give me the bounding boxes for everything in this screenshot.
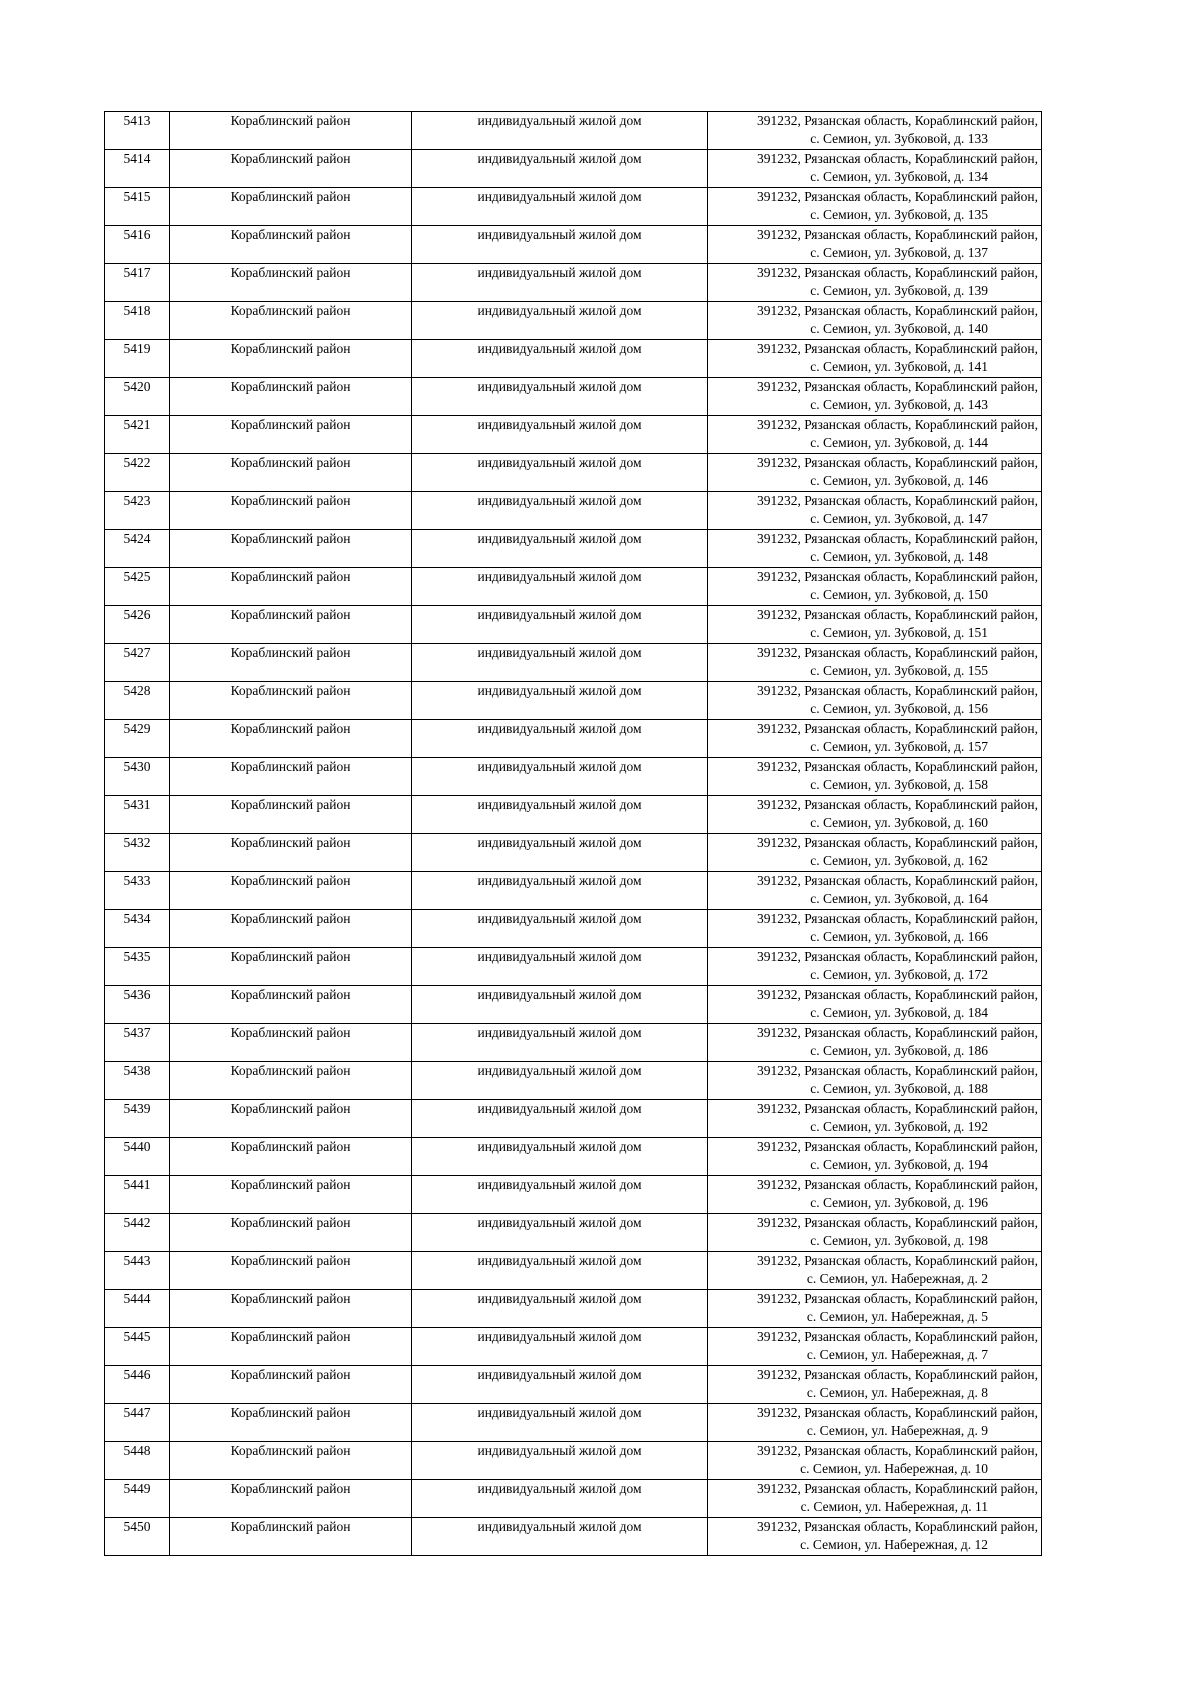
- row-number-cell: 5446: [105, 1366, 170, 1404]
- object-type-cell: индивидуальный жилой дом: [412, 568, 708, 606]
- address-cell: [708, 340, 1042, 378]
- address-line-1: 391232, Рязанская область, Кораблинский район,: [757, 645, 1038, 660]
- district-cell: Кораблинский район: [170, 454, 412, 492]
- address-cell: [708, 1290, 1042, 1328]
- row-number-cell: 5436: [105, 986, 170, 1024]
- district-cell: Кораблинский район: [170, 492, 412, 530]
- district-cell: Кораблинский район: [170, 1290, 412, 1328]
- address-cell: [708, 1404, 1042, 1442]
- table-row: [105, 1024, 1042, 1062]
- row-number-cell: 5413: [105, 112, 170, 150]
- object-type-cell: индивидуальный жилой дом: [412, 796, 708, 834]
- address-line-2: с. Семион, ул. Зубковой, д. 194: [810, 1157, 988, 1172]
- district-cell: Кораблинский район: [170, 264, 412, 302]
- address-cell: [708, 378, 1042, 416]
- address-cell: [708, 416, 1042, 454]
- address-line-2: с. Семион, ул. Зубковой, д. 188: [810, 1081, 988, 1096]
- row-number-cell: 5443: [105, 1252, 170, 1290]
- object-type-cell: индивидуальный жилой дом: [412, 682, 708, 720]
- row-number-cell: 5447: [105, 1404, 170, 1442]
- table-row: [105, 1404, 1042, 1442]
- row-number-cell: 5439: [105, 1100, 170, 1138]
- address-line-2: с. Семион, ул. Набережная, д. 5: [806, 1309, 988, 1324]
- address-line-2: с. Семион, ул. Зубковой, д. 147: [810, 511, 988, 526]
- row-number-cell: 5430: [105, 758, 170, 796]
- object-type-cell: индивидуальный жилой дом: [412, 150, 708, 188]
- address-cell: [708, 986, 1042, 1024]
- table-row: [105, 758, 1042, 796]
- table-row: [105, 1138, 1042, 1176]
- address-cell: [708, 302, 1042, 340]
- table-row: [105, 1100, 1042, 1138]
- district-cell: Кораблинский район: [170, 150, 412, 188]
- object-type-cell: индивидуальный жилой дом: [412, 302, 708, 340]
- table-row: [105, 1442, 1042, 1480]
- object-type-cell: индивидуальный жилой дом: [412, 1138, 708, 1176]
- address-line-2: с. Семион, ул. Зубковой, д. 140: [810, 321, 988, 336]
- address-line-2: с. Семион, ул. Зубковой, д. 164: [810, 891, 988, 906]
- address-cell: [708, 150, 1042, 188]
- address-cell: [708, 872, 1042, 910]
- table-row: [105, 454, 1042, 492]
- district-cell: Кораблинский район: [170, 1100, 412, 1138]
- object-type-cell: индивидуальный жилой дом: [412, 1366, 708, 1404]
- district-cell: Кораблинский район: [170, 872, 412, 910]
- address-line-2: с. Семион, ул. Зубковой, д. 198: [810, 1233, 988, 1248]
- address-line-1: 391232, Рязанская область, Кораблинский район,: [757, 873, 1038, 888]
- address-line-1: 391232, Рязанская область, Кораблинский район,: [757, 1253, 1038, 1268]
- object-type-cell: индивидуальный жилой дом: [412, 606, 708, 644]
- row-number-cell: 5431: [105, 796, 170, 834]
- district-cell: Кораблинский район: [170, 1328, 412, 1366]
- address-line-1: 391232, Рязанская область, Кораблинский район,: [757, 1291, 1038, 1306]
- address-line-1: 391232, Рязанская область, Кораблинский район,: [757, 227, 1038, 242]
- object-type-cell: индивидуальный жилой дом: [412, 986, 708, 1024]
- table-row: [105, 492, 1042, 530]
- district-cell: Кораблинский район: [170, 1442, 412, 1480]
- table-row: [105, 226, 1042, 264]
- table-row: [105, 796, 1042, 834]
- row-number-cell: 5426: [105, 606, 170, 644]
- table-row: [105, 720, 1042, 758]
- district-cell: Кораблинский район: [170, 1404, 412, 1442]
- table-row: [105, 1328, 1042, 1366]
- object-type-cell: индивидуальный жилой дом: [412, 226, 708, 264]
- address-cell: [708, 454, 1042, 492]
- address-line-2: с. Семион, ул. Зубковой, д. 162: [810, 853, 988, 868]
- district-cell: Кораблинский район: [170, 340, 412, 378]
- object-type-cell: индивидуальный жилой дом: [412, 644, 708, 682]
- district-cell: Кораблинский район: [170, 606, 412, 644]
- table-row: [105, 1252, 1042, 1290]
- address-cell: [708, 606, 1042, 644]
- row-number-cell: 5437: [105, 1024, 170, 1062]
- table-row: [105, 530, 1042, 568]
- address-cell: [708, 492, 1042, 530]
- address-cell: [708, 112, 1042, 150]
- row-number-cell: 5441: [105, 1176, 170, 1214]
- address-line-1: 391232, Рязанская область, Кораблинский район,: [757, 1101, 1038, 1116]
- row-number-cell: 5429: [105, 720, 170, 758]
- object-type-cell: индивидуальный жилой дом: [412, 340, 708, 378]
- table-row: [105, 986, 1042, 1024]
- address-line-2: с. Семион, ул. Набережная, д. 9: [806, 1423, 988, 1438]
- table-row: [105, 644, 1042, 682]
- address-line-1: 391232, Рязанская область, Кораблинский район,: [757, 189, 1038, 204]
- address-line-2: с. Семион, ул. Зубковой, д. 156: [810, 701, 988, 716]
- table-row: [105, 834, 1042, 872]
- table-row: [105, 1062, 1042, 1100]
- district-cell: Кораблинский район: [170, 682, 412, 720]
- table-row: [105, 264, 1042, 302]
- address-line-1: 391232, Рязанская область, Кораблинский район,: [757, 531, 1038, 546]
- address-line-2: с. Семион, ул. Зубковой, д. 160: [810, 815, 988, 830]
- address-line-2: с. Семион, ул. Зубковой, д. 184: [810, 1005, 988, 1020]
- address-line-2: с. Семион, ул. Набережная, д. 2: [806, 1271, 988, 1286]
- address-line-1: 391232, Рязанская область, Кораблинский район,: [757, 455, 1038, 470]
- row-number-cell: 5417: [105, 264, 170, 302]
- row-number-cell: 5445: [105, 1328, 170, 1366]
- district-cell: Кораблинский район: [170, 188, 412, 226]
- object-type-cell: индивидуальный жилой дом: [412, 1518, 708, 1556]
- row-number-cell: 5438: [105, 1062, 170, 1100]
- address-line-1: 391232, Рязанская область, Кораблинский район,: [757, 1443, 1038, 1458]
- object-type-cell: индивидуальный жилой дом: [412, 758, 708, 796]
- address-line-2: с. Семион, ул. Зубковой, д. 172: [810, 967, 988, 982]
- row-number-cell: 5419: [105, 340, 170, 378]
- address-line-1: 391232, Рязанская область, Кораблинский район,: [757, 379, 1038, 394]
- address-cell: [708, 264, 1042, 302]
- address-line-1: 391232, Рязанская область, Кораблинский район,: [757, 265, 1038, 280]
- row-number-cell: 5433: [105, 872, 170, 910]
- object-type-cell: индивидуальный жилой дом: [412, 530, 708, 568]
- address-line-2: с. Семион, ул. Зубковой, д. 135: [810, 207, 988, 222]
- address-line-1: 391232, Рязанская область, Кораблинский район,: [757, 1405, 1038, 1420]
- district-cell: Кораблинский район: [170, 416, 412, 454]
- table-row: [105, 1366, 1042, 1404]
- address-cell: [708, 1062, 1042, 1100]
- object-type-cell: индивидуальный жилой дом: [412, 1024, 708, 1062]
- object-type-cell: индивидуальный жилой дом: [412, 1442, 708, 1480]
- registry-table-body: [105, 112, 1042, 1556]
- address-line-2: с. Семион, ул. Зубковой, д. 144: [810, 435, 988, 450]
- row-number-cell: 5421: [105, 416, 170, 454]
- object-type-cell: индивидуальный жилой дом: [412, 872, 708, 910]
- object-type-cell: индивидуальный жилой дом: [412, 1328, 708, 1366]
- address-line-2: с. Семион, ул. Зубковой, д. 143: [810, 397, 988, 412]
- address-cell: [708, 1252, 1042, 1290]
- row-number-cell: 5448: [105, 1442, 170, 1480]
- address-cell: [708, 1480, 1042, 1518]
- registry-table: [104, 111, 1042, 1556]
- district-cell: Кораблинский район: [170, 1062, 412, 1100]
- row-number-cell: 5416: [105, 226, 170, 264]
- address-line-2: с. Семион, ул. Зубковой, д. 133: [810, 131, 988, 146]
- district-cell: Кораблинский район: [170, 910, 412, 948]
- address-cell: [708, 1176, 1042, 1214]
- district-cell: Кораблинский район: [170, 112, 412, 150]
- row-number-cell: 5418: [105, 302, 170, 340]
- table-row: [105, 948, 1042, 986]
- address-line-1: 391232, Рязанская область, Кораблинский район,: [757, 303, 1038, 318]
- address-line-1: 391232, Рязанская область, Кораблинский район,: [757, 493, 1038, 508]
- address-line-2: с. Семион, ул. Зубковой, д. 146: [810, 473, 988, 488]
- table-row: [105, 340, 1042, 378]
- address-line-1: 391232, Рязанская область, Кораблинский район,: [757, 113, 1038, 128]
- address-line-1: 391232, Рязанская область, Кораблинский район,: [757, 1063, 1038, 1078]
- district-cell: Кораблинский район: [170, 1024, 412, 1062]
- row-number-cell: 5414: [105, 150, 170, 188]
- address-line-1: 391232, Рязанская область, Кораблинский район,: [757, 1025, 1038, 1040]
- address-line-2: с. Семион, ул. Зубковой, д. 134: [810, 169, 988, 184]
- object-type-cell: индивидуальный жилой дом: [412, 188, 708, 226]
- address-line-1: 391232, Рязанская область, Кораблинский район,: [757, 721, 1038, 736]
- district-cell: Кораблинский район: [170, 378, 412, 416]
- table-row: [105, 112, 1042, 150]
- district-cell: Кораблинский район: [170, 568, 412, 606]
- row-number-cell: 5434: [105, 910, 170, 948]
- row-number-cell: 5422: [105, 454, 170, 492]
- table-row: [105, 1480, 1042, 1518]
- object-type-cell: индивидуальный жилой дом: [412, 264, 708, 302]
- district-cell: Кораблинский район: [170, 796, 412, 834]
- address-line-2: с. Семион, ул. Набережная, д. 7: [806, 1347, 988, 1362]
- district-cell: Кораблинский район: [170, 226, 412, 264]
- address-line-2: с. Семион, ул. Зубковой, д. 192: [810, 1119, 988, 1134]
- table-row: [105, 872, 1042, 910]
- address-line-2: с. Семион, ул. Зубковой, д. 137: [810, 245, 988, 260]
- address-line-1: 391232, Рязанская область, Кораблинский район,: [757, 1519, 1038, 1534]
- address-line-2: с. Семион, ул. Зубковой, д. 186: [810, 1043, 988, 1058]
- address-line-1: 391232, Рязанская область, Кораблинский район,: [757, 1139, 1038, 1154]
- address-line-2: с. Семион, ул. Зубковой, д. 158: [810, 777, 988, 792]
- address-line-2: с. Семион, ул. Зубковой, д. 157: [810, 739, 988, 754]
- row-number-cell: 5440: [105, 1138, 170, 1176]
- address-line-1: 391232, Рязанская область, Кораблинский район,: [757, 987, 1038, 1002]
- row-number-cell: 5423: [105, 492, 170, 530]
- address-cell: [708, 1024, 1042, 1062]
- row-number-cell: 5428: [105, 682, 170, 720]
- object-type-cell: индивидуальный жилой дом: [412, 1252, 708, 1290]
- object-type-cell: индивидуальный жилой дом: [412, 720, 708, 758]
- address-cell: [708, 226, 1042, 264]
- row-number-cell: 5442: [105, 1214, 170, 1252]
- address-cell: [708, 644, 1042, 682]
- address-cell: [708, 1214, 1042, 1252]
- table-row: [105, 606, 1042, 644]
- address-cell: [708, 834, 1042, 872]
- object-type-cell: индивидуальный жилой дом: [412, 948, 708, 986]
- district-cell: Кораблинский район: [170, 1252, 412, 1290]
- object-type-cell: индивидуальный жилой дом: [412, 1062, 708, 1100]
- district-cell: Кораблинский район: [170, 1176, 412, 1214]
- district-cell: Кораблинский район: [170, 720, 412, 758]
- table-row: [105, 416, 1042, 454]
- table-row: [105, 378, 1042, 416]
- address-line-2: с. Семион, ул. Зубковой, д. 151: [810, 625, 988, 640]
- address-line-2: с. Семион, ул. Зубковой, д. 196: [810, 1195, 988, 1210]
- address-line-1: 391232, Рязанская область, Кораблинский район,: [757, 569, 1038, 584]
- object-type-cell: индивидуальный жилой дом: [412, 416, 708, 454]
- row-number-cell: 5425: [105, 568, 170, 606]
- district-cell: Кораблинский район: [170, 1480, 412, 1518]
- address-cell: [708, 530, 1042, 568]
- district-cell: Кораблинский район: [170, 1366, 412, 1404]
- address-cell: [708, 758, 1042, 796]
- row-number-cell: 5424: [105, 530, 170, 568]
- object-type-cell: индивидуальный жилой дом: [412, 492, 708, 530]
- row-number-cell: 5432: [105, 834, 170, 872]
- address-line-1: 391232, Рязанская область, Кораблинский район,: [757, 417, 1038, 432]
- address-cell: [708, 568, 1042, 606]
- district-cell: Кораблинский район: [170, 758, 412, 796]
- district-cell: Кораблинский район: [170, 1518, 412, 1556]
- table-row: [105, 1290, 1042, 1328]
- district-cell: Кораблинский район: [170, 948, 412, 986]
- address-line-1: 391232, Рязанская область, Кораблинский район,: [757, 949, 1038, 964]
- district-cell: Кораблинский район: [170, 986, 412, 1024]
- address-line-1: 391232, Рязанская область, Кораблинский район,: [757, 683, 1038, 698]
- address-cell: [708, 188, 1042, 226]
- address-line-2: с. Семион, ул. Набережная, д. 8: [806, 1385, 988, 1400]
- object-type-cell: индивидуальный жилой дом: [412, 454, 708, 492]
- object-type-cell: индивидуальный жилой дом: [412, 1176, 708, 1214]
- row-number-cell: 5427: [105, 644, 170, 682]
- address-cell: [708, 720, 1042, 758]
- address-line-2: с. Семион, ул. Зубковой, д. 148: [810, 549, 988, 564]
- table-row: [105, 188, 1042, 226]
- table-row: [105, 910, 1042, 948]
- address-line-2: с. Семион, ул. Набережная, д. 11: [800, 1499, 988, 1514]
- address-cell: [708, 1100, 1042, 1138]
- address-line-1: 391232, Рязанская область, Кораблинский район,: [757, 341, 1038, 356]
- object-type-cell: индивидуальный жилой дом: [412, 1214, 708, 1252]
- address-line-2: с. Семион, ул. Зубковой, д. 150: [810, 587, 988, 602]
- district-cell: Кораблинский район: [170, 1138, 412, 1176]
- row-number-cell: 5415: [105, 188, 170, 226]
- table-row: [105, 1176, 1042, 1214]
- table-row: [105, 568, 1042, 606]
- address-line-1: 391232, Рязанская область, Кораблинский район,: [757, 151, 1038, 166]
- address-line-2: с. Семион, ул. Зубковой, д. 155: [810, 663, 988, 678]
- address-cell: [708, 682, 1042, 720]
- address-line-2: с. Семион, ул. Зубковой, д. 141: [810, 359, 988, 374]
- object-type-cell: индивидуальный жилой дом: [412, 1290, 708, 1328]
- table-row: [105, 682, 1042, 720]
- address-line-1: 391232, Рязанская область, Кораблинский район,: [757, 911, 1038, 926]
- table-row: [105, 302, 1042, 340]
- table-row: [105, 1214, 1042, 1252]
- row-number-cell: 5449: [105, 1480, 170, 1518]
- row-number-cell: 5420: [105, 378, 170, 416]
- address-cell: [708, 910, 1042, 948]
- address-line-1: 391232, Рязанская область, Кораблинский район,: [757, 759, 1038, 774]
- district-cell: Кораблинский район: [170, 302, 412, 340]
- object-type-cell: индивидуальный жилой дом: [412, 1404, 708, 1442]
- table-row: [105, 1518, 1042, 1556]
- district-cell: Кораблинский район: [170, 644, 412, 682]
- address-line-1: 391232, Рязанская область, Кораблинский район,: [757, 1177, 1038, 1192]
- district-cell: Кораблинский район: [170, 530, 412, 568]
- address-cell: [708, 1366, 1042, 1404]
- address-line-1: 391232, Рязанская область, Кораблинский район,: [757, 1329, 1038, 1344]
- address-cell: [708, 1518, 1042, 1556]
- address-line-1: 391232, Рязанская область, Кораблинский район,: [757, 1215, 1038, 1230]
- object-type-cell: индивидуальный жилой дом: [412, 834, 708, 872]
- address-cell: [708, 796, 1042, 834]
- address-cell: [708, 1138, 1042, 1176]
- address-line-1: 391232, Рязанская область, Кораблинский район,: [757, 797, 1038, 812]
- address-line-1: 391232, Рязанская область, Кораблинский район,: [757, 1481, 1038, 1496]
- row-number-cell: 5435: [105, 948, 170, 986]
- address-cell: [708, 1442, 1042, 1480]
- address-line-2: с. Семион, ул. Зубковой, д. 166: [810, 929, 988, 944]
- object-type-cell: индивидуальный жилой дом: [412, 910, 708, 948]
- address-cell: [708, 948, 1042, 986]
- address-line-1: 391232, Рязанская область, Кораблинский район,: [757, 1367, 1038, 1382]
- district-cell: Кораблинский район: [170, 1214, 412, 1252]
- object-type-cell: индивидуальный жилой дом: [412, 378, 708, 416]
- address-line-2: с. Семион, ул. Набережная, д. 12: [800, 1537, 988, 1552]
- address-cell: [708, 1328, 1042, 1366]
- table-row: [105, 150, 1042, 188]
- object-type-cell: индивидуальный жилой дом: [412, 1100, 708, 1138]
- address-line-1: 391232, Рязанская область, Кораблинский район,: [757, 835, 1038, 850]
- row-number-cell: 5444: [105, 1290, 170, 1328]
- address-line-2: с. Семион, ул. Зубковой, д. 139: [810, 283, 988, 298]
- address-line-1: 391232, Рязанская область, Кораблинский район,: [757, 607, 1038, 622]
- object-type-cell: индивидуальный жилой дом: [412, 112, 708, 150]
- object-type-cell: индивидуальный жилой дом: [412, 1480, 708, 1518]
- address-line-2: с. Семион, ул. Набережная, д. 10: [800, 1461, 988, 1476]
- row-number-cell: 5450: [105, 1518, 170, 1556]
- district-cell: Кораблинский район: [170, 834, 412, 872]
